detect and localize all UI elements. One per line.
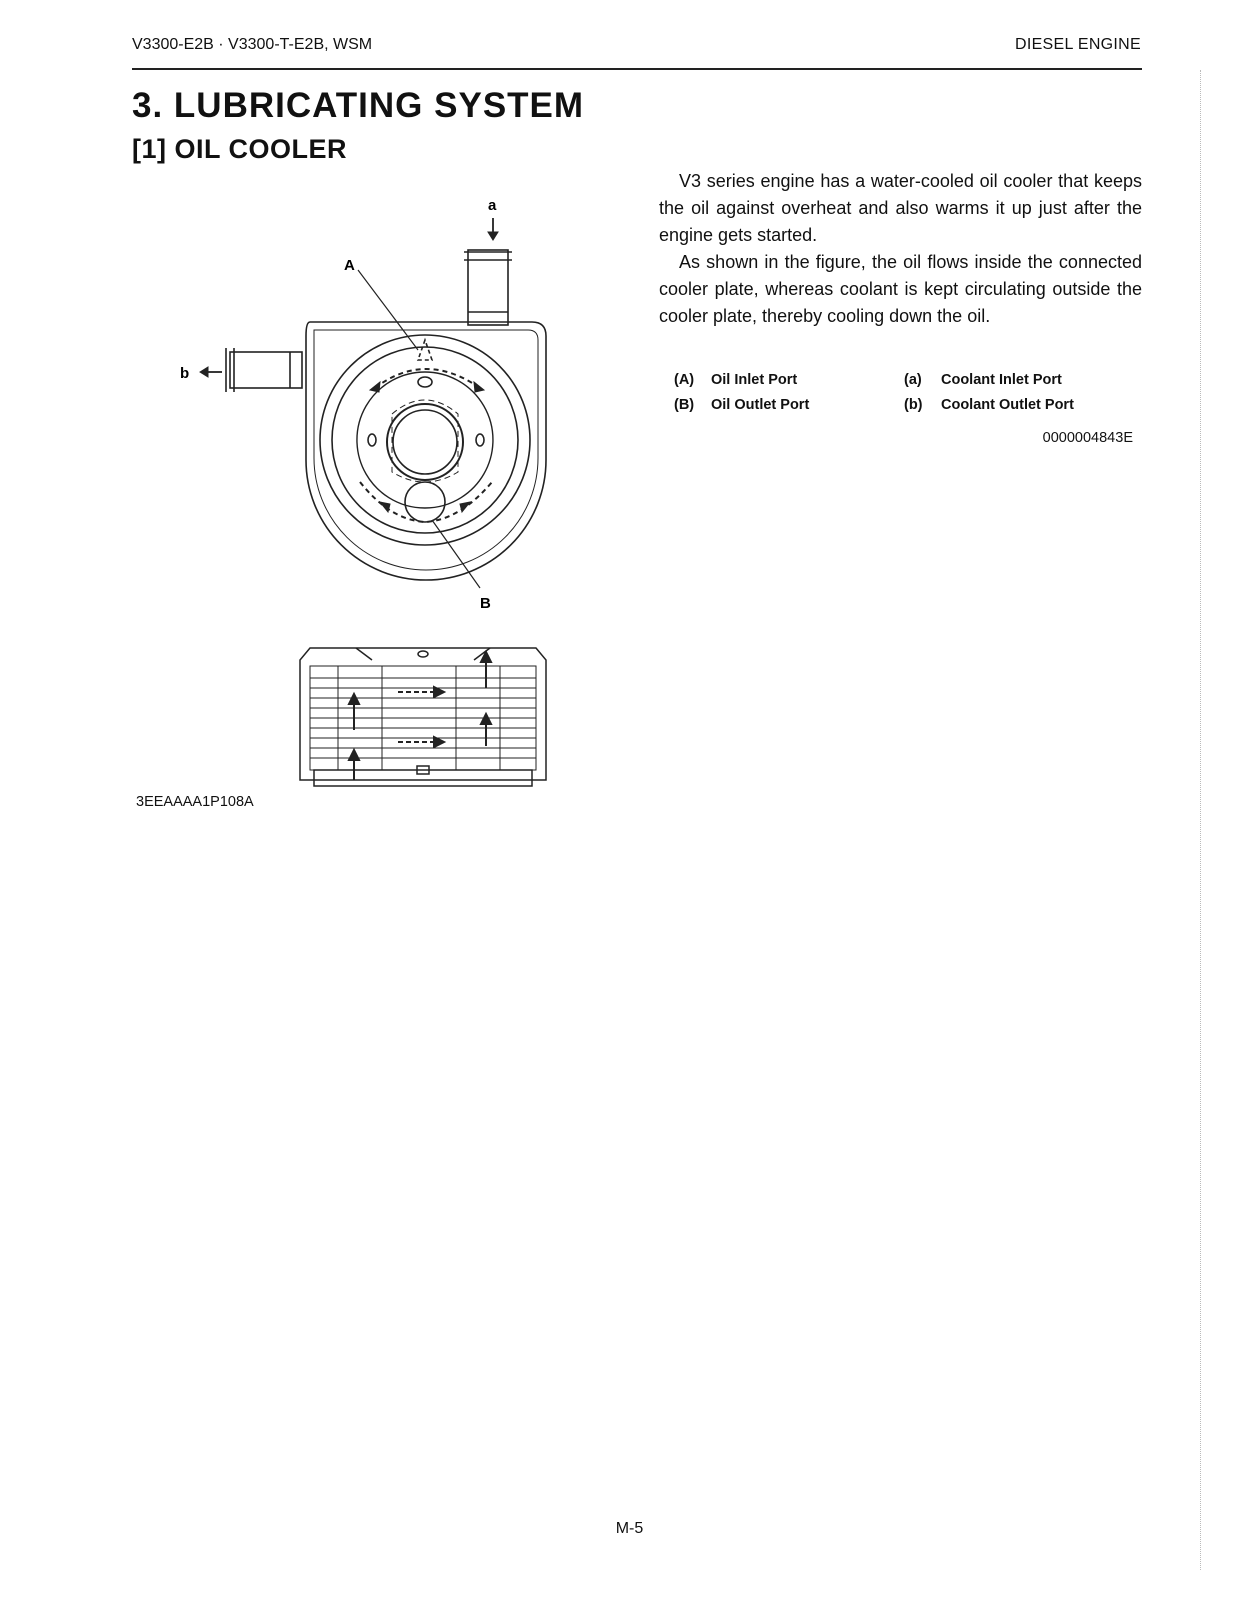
- legend-label: Coolant Outlet Port: [941, 397, 1074, 413]
- description: [659, 168, 1142, 330]
- label-B: B: [480, 595, 491, 612]
- paragraph-1: V3 series engine has a water-cooled oil cooler that keeps the oil against overheat and also warms it up just after the engine gets started.: [659, 171, 1142, 245]
- subsection-title: [1] OIL COOLER: [132, 134, 348, 164]
- oil-cooler-figure: [160, 190, 580, 805]
- legend-key: (b): [904, 397, 923, 413]
- cooler-plate: [320, 335, 530, 545]
- oil-outlet-hole: [405, 482, 445, 522]
- legend-key: (a): [904, 372, 922, 388]
- legend: [674, 368, 1134, 418]
- legend-item: [904, 393, 1134, 418]
- reference-code: 0000004843E: [1042, 430, 1133, 446]
- coolant-outlet-pipe: [230, 352, 302, 388]
- legend-label: Oil Inlet Port: [711, 372, 798, 388]
- label-a: a: [488, 197, 497, 214]
- center-bore: [387, 404, 463, 480]
- legend-row: [674, 368, 1134, 393]
- page-number: M-5: [615, 1520, 644, 1537]
- legend-item: [674, 393, 904, 418]
- legend-key: (B): [674, 397, 695, 413]
- legend-key: (A): [674, 372, 695, 388]
- legend-row: [674, 393, 1134, 418]
- label-b: b: [180, 365, 190, 382]
- oil-cooler-diagram: [160, 190, 580, 800]
- label-A: A: [344, 257, 355, 274]
- header-rule: [132, 68, 1142, 70]
- header-section-name: DIESEL ENGINE: [1014, 36, 1141, 53]
- cooler-cross-section: [300, 648, 546, 786]
- figure-code: 3EEAAAA1P108A: [136, 794, 254, 810]
- paragraph-2: As shown in the figure, the oil flows inside the connected cooler plate, whereas coolant is kept circulating outside the cooler plate, thereby cooling down the oil.: [659, 252, 1142, 326]
- legend-item: [674, 368, 904, 393]
- page-edge: [1200, 70, 1201, 1570]
- section-title: 3. LUBRICATING SYSTEM: [132, 86, 585, 125]
- header-manual-title: V3300-E2B · V3300-T-E2B, WSM: [132, 36, 373, 53]
- legend-label: Coolant Inlet Port: [941, 372, 1062, 388]
- legend-label: Oil Outlet Port: [711, 397, 810, 413]
- legend-item: [904, 368, 1134, 393]
- coolant-inlet-pipe: [468, 250, 508, 325]
